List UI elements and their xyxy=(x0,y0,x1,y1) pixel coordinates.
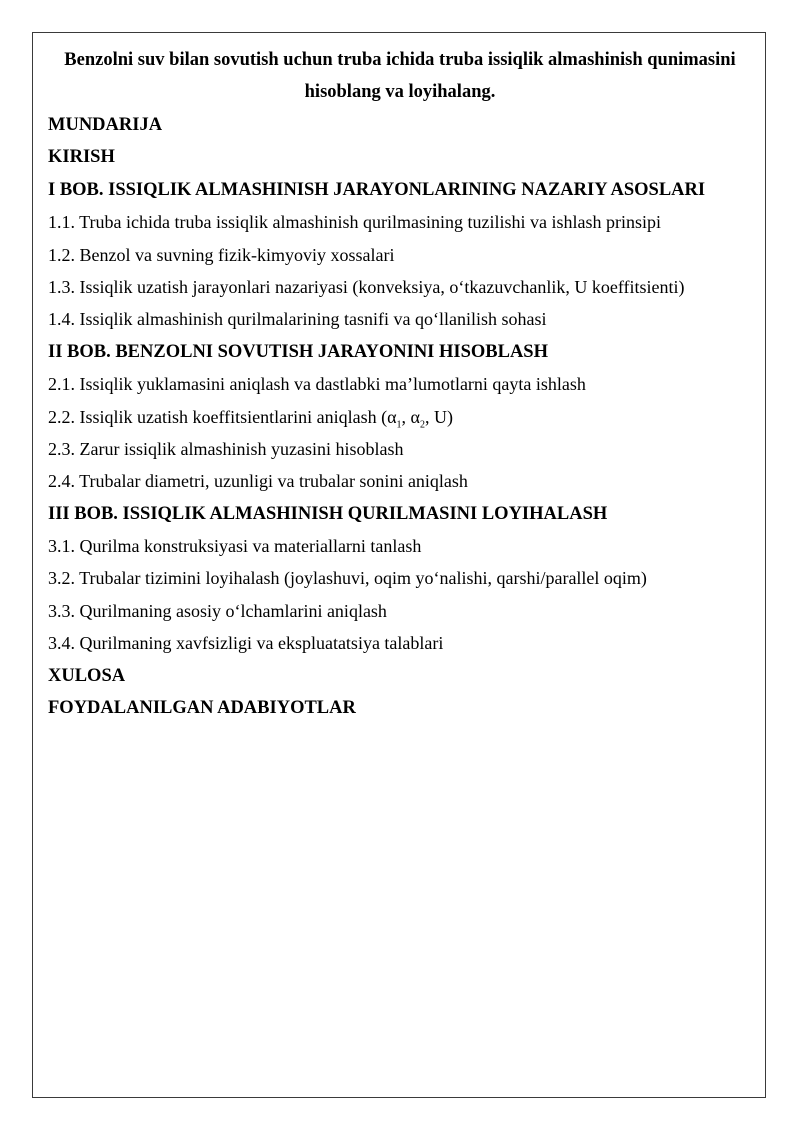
toc-chapter-3-title: III BOB. ISSIQLIK ALMASHINISH QURILMASINI LOYIHALASH xyxy=(48,503,608,524)
toc-section-3-3: 3.3. Qurilmaning asosiy o‘lchamlarini aniqlash xyxy=(48,600,387,621)
toc-section-1-2: 1.2. Benzol va suvning fizik-kimyoviy xossalari xyxy=(48,244,395,265)
toc-chapter-1-title: I BOB. ISSIQLIK ALMASHINISH JARAYONLARINING NAZARIY ASOSLARI xyxy=(48,179,706,200)
toc-section-2-4: 2.4. Trubalar diametri, uzunligi va trubalar sonini aniqlash xyxy=(48,471,468,492)
document-title: Benzolni suv bilan sovutish uchun truba ichida truba issiqlik almashinish qunimasini hisoblang va loyihalang. xyxy=(64,50,736,102)
toc-section-3-2: 3.2. Trubalar tizimini loyihalash (joylashuvi, oqim yo‘nalishi, qarshi/parallel oqim) xyxy=(48,568,647,589)
toc-section-2-2 xyxy=(48,401,760,433)
toc-section-2-1: 2.1. Issiqlik yuklamasini aniqlash va dastlabki ma’lumotlarni qayta ishlash xyxy=(48,374,586,395)
toc-section-2-2-mid: , α xyxy=(401,406,420,427)
toc-section-3-1: 3.1. Qurilma konstruksiyasi va materiallarni tanlash xyxy=(48,536,422,557)
toc-section-2-2-suffix: , U) xyxy=(424,406,453,427)
toc-references: FOYDALANILGAN ADABIYOTLAR xyxy=(48,698,356,719)
toc-section-1-3: 1.3. Issiqlik uzatish jarayonlari nazariyasi (konveksiya, o‘tkazuvchanlik, U koeffitsienti) xyxy=(48,276,685,297)
toc-section-2-3: 2.3. Zarur issiqlik almashinish yuzasini hisoblash xyxy=(48,438,404,459)
toc-intro: KIRISH xyxy=(48,147,115,168)
toc-section-3-4: 3.4. Qurilmaning xavfsizligi va ekspluatatsiya talablari xyxy=(48,633,444,654)
toc-heading: MUNDARIJA xyxy=(48,115,163,135)
toc-section-2-2-prefix: 2.2. Issiqlik uzatish koeffitsientlarini aniqlash (α xyxy=(48,406,397,427)
toc-section-1-4: 1.4. Issiqlik almashinish qurilmalarining tasnifi va qo‘llanilish sohasi xyxy=(48,309,547,330)
alpha-1-subscript: 1 xyxy=(396,419,402,431)
toc-section-1-1: 1.1. Truba ichida truba issiqlik almashinish qurilmasining tuzilishi va ishlash prinsipi xyxy=(48,212,661,233)
table-of-contents xyxy=(48,109,760,724)
toc-chapter-2-title: II BOB. BENZOLNI SOVUTISH JARAYONINI HISOBLASH xyxy=(48,341,548,362)
toc-conclusion: XULOSA xyxy=(48,665,126,686)
alpha-2-subscript: 2 xyxy=(419,419,425,431)
